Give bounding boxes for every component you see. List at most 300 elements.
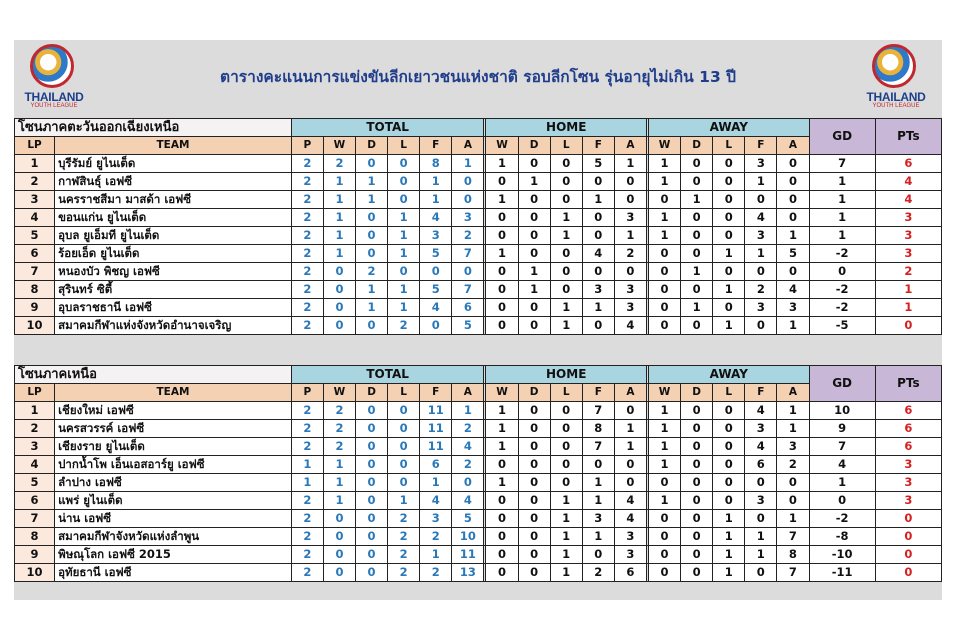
home-col-header: W [486, 137, 518, 155]
away-stat-cell: 4 [745, 438, 777, 456]
home-stat-cell: 0 [582, 227, 614, 245]
away-stat-cell: 0 [648, 564, 680, 582]
total-stat-cell: 1 [388, 209, 420, 227]
home-stat-cell: 4 [614, 510, 646, 528]
away-stat-cell: 0 [713, 209, 745, 227]
home-stat-cell: 3 [614, 528, 646, 546]
table-row [15, 263, 942, 281]
rank-cell: 2 [15, 420, 55, 438]
away-stat-cell: 3 [777, 299, 809, 317]
table-row [15, 510, 942, 528]
home-stat-cell: 1 [582, 474, 614, 492]
total-stat-cell: 1 [388, 492, 420, 510]
home-stat-cell: 2 [614, 245, 646, 263]
away-stat-cell: 3 [745, 492, 777, 510]
total-stat-cell: 0 [356, 564, 388, 582]
points-cell: 1 [875, 281, 941, 299]
away-stat-cell: 0 [681, 402, 713, 420]
away-col-header: W [648, 384, 680, 402]
away-stat-cell: 0 [777, 155, 809, 173]
total-stat-cell: 0 [388, 173, 420, 191]
total-stat-cell: 0 [356, 546, 388, 564]
total-stat-cell: 0 [388, 456, 420, 474]
total-stat-cell: 2 [291, 317, 323, 335]
home-stat-cell: 0 [486, 564, 518, 582]
away-stat-cell: 0 [648, 528, 680, 546]
away-stat-cell: 2 [745, 281, 777, 299]
away-stat-cell: 2 [777, 456, 809, 474]
away-stat-cell: 0 [681, 474, 713, 492]
home-stat-cell: 0 [518, 438, 550, 456]
home-stat-cell: 1 [486, 402, 518, 420]
goal-difference-cell: -5 [809, 317, 875, 335]
home-stat-cell: 0 [518, 402, 550, 420]
away-stat-cell: 1 [649, 227, 681, 245]
zone-table [14, 118, 942, 335]
lp-header: LP [15, 137, 55, 155]
team-name-cell: อุบล ยูเอ็มที ยูไนเต็ด [55, 227, 292, 245]
team-name-cell: สมาคมกีฬาจังหวัดแห่งลำพูน [55, 528, 292, 546]
home-col-header: L [550, 384, 582, 402]
total-stat-cell: 2 [291, 438, 323, 456]
total-stat-cell: 2 [452, 456, 484, 474]
total-stat-cell: 1 [323, 245, 355, 263]
total-stat-cell: 2 [388, 528, 420, 546]
table-row [15, 402, 942, 420]
total-stat-cell: 2 [291, 209, 323, 227]
away-stat-cell: 0 [777, 209, 809, 227]
home-stat-cell: 1 [614, 155, 646, 173]
points-cell: 6 [875, 420, 941, 438]
away-stat-cell: 0 [681, 317, 713, 335]
points-cell: 6 [875, 155, 941, 173]
total-stat-cell: 0 [356, 420, 388, 438]
goal-difference-cell: 1 [809, 474, 875, 492]
away-col-header: L [713, 384, 745, 402]
home-stat-cell: 3 [614, 299, 646, 317]
home-stat-cell: 0 [550, 173, 582, 191]
total-stat-cell: 2 [291, 191, 323, 209]
total-stat-cell: 0 [323, 299, 355, 317]
home-stat-cell: 1 [550, 299, 582, 317]
away-stat-cell: 1 [648, 438, 680, 456]
home-stat-cell: 1 [582, 299, 614, 317]
away-stat-cell: 1 [777, 420, 809, 438]
away-stat-cell: 0 [649, 281, 681, 299]
home-stat-cell: 0 [518, 245, 550, 263]
total-stat-cell: 2 [291, 564, 323, 582]
away-stat-cell: 0 [745, 474, 777, 492]
home-stat-cell: 3 [614, 546, 646, 564]
total-stat-cell: 5 [420, 281, 452, 299]
goal-difference-cell: -8 [809, 528, 875, 546]
total-stat-cell: 11 [420, 402, 452, 420]
football-logo-icon [872, 44, 916, 88]
sheet-header [14, 40, 942, 118]
home-stat-cell: 0 [614, 191, 646, 209]
away-stat-cell: 0 [681, 528, 713, 546]
goal-difference-cell: 0 [809, 492, 875, 510]
team-name-cell: เชียงใหม่ เอฟซี [55, 402, 292, 420]
total-stat-cell: 1 [323, 227, 355, 245]
points-cell: 0 [875, 510, 941, 528]
total-stat-cell: 2 [356, 263, 388, 281]
away-group-header: AWAY [649, 119, 810, 137]
rank-cell: 6 [15, 492, 55, 510]
football-logo-icon [30, 44, 74, 88]
total-stat-cell: 2 [420, 564, 452, 582]
logo-wordmark: THAILAND [866, 90, 926, 104]
home-stat-cell: 0 [518, 564, 550, 582]
away-stat-cell: 1 [777, 317, 809, 335]
away-stat-cell: 0 [681, 281, 713, 299]
column-header-row [15, 384, 942, 402]
goal-difference-cell: 1 [809, 227, 875, 245]
away-stat-cell: 0 [681, 510, 713, 528]
total-stat-cell: 0 [420, 317, 452, 335]
total-stat-cell: 1 [356, 173, 388, 191]
total-stat-cell: 2 [291, 227, 323, 245]
away-stat-cell: 0 [648, 474, 680, 492]
away-col-header: F [745, 137, 777, 155]
home-stat-cell: 4 [614, 492, 646, 510]
home-stat-cell: 0 [486, 546, 518, 564]
total-stat-cell: 2 [388, 546, 420, 564]
home-stat-cell: 0 [582, 456, 614, 474]
total-stat-cell: 0 [388, 438, 420, 456]
table-row [15, 281, 942, 299]
total-stat-cell: 0 [356, 227, 388, 245]
total-stat-cell: 0 [323, 510, 355, 528]
home-stat-cell: 1 [486, 245, 518, 263]
total-stat-cell: 4 [452, 438, 484, 456]
total-stat-cell: 4 [420, 299, 452, 317]
total-stat-cell: 1 [388, 227, 420, 245]
goal-difference-cell: 10 [809, 402, 875, 420]
team-name-cell: สุรินทร์ ซิตี้ [55, 281, 292, 299]
points-cell: 3 [875, 227, 941, 245]
total-stat-cell: 0 [388, 420, 420, 438]
table-row [15, 173, 942, 191]
away-stat-cell: 1 [745, 245, 777, 263]
away-stat-cell: 1 [648, 492, 680, 510]
team-name-cell: ปากน้ำโพ เอ็นเอสอาร์ยู เอฟซี [55, 456, 292, 474]
team-name-cell: อุทัยธานี เอฟซี [55, 564, 292, 582]
away-stat-cell: 0 [777, 492, 809, 510]
team-name-cell: อุบลราชธานี เอฟซี [55, 299, 292, 317]
home-stat-cell: 1 [550, 546, 582, 564]
total-stat-cell: 0 [388, 155, 420, 173]
total-stat-cell: 2 [291, 402, 323, 420]
home-stat-cell: 0 [518, 191, 550, 209]
total-stat-cell: 1 [323, 209, 355, 227]
away-stat-cell: 0 [713, 474, 745, 492]
total-stat-cell: 0 [356, 317, 388, 335]
away-stat-cell: 3 [745, 299, 777, 317]
points-cell: 3 [875, 245, 941, 263]
home-stat-cell: 0 [486, 317, 518, 335]
home-col-header: D [518, 137, 550, 155]
total-stat-cell: 1 [452, 155, 484, 173]
total-stat-cell: 8 [420, 155, 452, 173]
total-stat-cell: 1 [388, 281, 420, 299]
away-stat-cell: 3 [745, 420, 777, 438]
home-stat-cell: 1 [550, 510, 582, 528]
total-stat-cell: 0 [420, 263, 452, 281]
away-stat-cell: 0 [745, 510, 777, 528]
home-stat-cell: 1 [486, 155, 518, 173]
column-header-row [15, 137, 942, 155]
home-stat-cell: 0 [614, 263, 646, 281]
away-stat-cell: 0 [745, 564, 777, 582]
away-stat-cell: 0 [713, 438, 745, 456]
away-stat-cell: 0 [649, 191, 681, 209]
goal-difference-cell: -10 [809, 546, 875, 564]
total-stat-cell: 1 [420, 191, 452, 209]
total-col-header: L [388, 384, 420, 402]
home-stat-cell: 1 [486, 438, 518, 456]
total-stat-cell: 4 [420, 492, 452, 510]
home-stat-cell: 1 [614, 227, 646, 245]
goal-difference-cell: 7 [809, 438, 875, 456]
home-stat-cell: 0 [550, 438, 582, 456]
goal-difference-cell: 9 [809, 420, 875, 438]
home-stat-cell: 4 [582, 245, 614, 263]
total-col-header: W [323, 384, 355, 402]
zone-name: โซนภาคตะวันออกเฉียงเหนือ [15, 119, 292, 137]
total-stat-cell: 10 [452, 528, 484, 546]
away-stat-cell: 0 [649, 299, 681, 317]
rank-cell: 5 [15, 227, 55, 245]
total-stat-cell: 0 [323, 528, 355, 546]
away-stat-cell: 4 [745, 402, 777, 420]
away-stat-cell: 0 [681, 420, 713, 438]
total-stat-cell: 1 [356, 191, 388, 209]
total-col-header: F [420, 137, 452, 155]
total-stat-cell: 3 [420, 227, 452, 245]
away-col-header: A [777, 137, 809, 155]
home-stat-cell: 0 [614, 456, 646, 474]
home-stat-cell: 0 [582, 173, 614, 191]
total-stat-cell: 1 [420, 474, 452, 492]
home-stat-cell: 5 [582, 155, 614, 173]
away-stat-cell: 1 [713, 564, 745, 582]
total-col-header: P [291, 384, 323, 402]
total-stat-cell: 0 [356, 510, 388, 528]
total-stat-cell: 2 [420, 528, 452, 546]
home-stat-cell: 0 [550, 281, 582, 299]
away-stat-cell: 6 [745, 456, 777, 474]
rank-cell: 1 [15, 155, 55, 173]
total-stat-cell: 1 [323, 173, 355, 191]
away-stat-cell: 8 [777, 546, 809, 564]
away-stat-cell: 3 [745, 155, 777, 173]
pts-header: PTs [875, 119, 941, 155]
away-stat-cell: 1 [649, 209, 681, 227]
total-stat-cell: 2 [388, 317, 420, 335]
total-stat-cell: 2 [291, 281, 323, 299]
total-stat-cell: 2 [291, 492, 323, 510]
rank-cell: 10 [15, 317, 55, 335]
home-col-header: A [614, 384, 646, 402]
goal-difference-cell: 7 [809, 155, 875, 173]
pts-header: PTs [875, 366, 941, 402]
away-stat-cell: 0 [777, 474, 809, 492]
thailand-youth-league-logo-left [18, 44, 90, 110]
away-stat-cell: 0 [713, 492, 745, 510]
total-stat-cell: 1 [323, 492, 355, 510]
away-stat-cell: 0 [713, 155, 745, 173]
rank-cell: 9 [15, 546, 55, 564]
goal-difference-cell: 1 [809, 173, 875, 191]
total-stat-cell: 0 [356, 155, 388, 173]
away-stat-cell: 1 [681, 299, 713, 317]
total-stat-cell: 0 [356, 492, 388, 510]
home-stat-cell: 0 [486, 281, 518, 299]
home-stat-cell: 1 [550, 209, 582, 227]
rank-cell: 7 [15, 510, 55, 528]
home-stat-cell: 0 [486, 173, 518, 191]
points-cell: 0 [875, 564, 941, 582]
rank-cell: 7 [15, 263, 55, 281]
points-cell: 6 [875, 402, 941, 420]
gd-header: GD [809, 119, 875, 155]
away-col-header: L [713, 137, 745, 155]
total-stat-cell: 2 [291, 155, 323, 173]
rank-cell: 3 [15, 191, 55, 209]
team-header: TEAM [55, 384, 292, 402]
team-name-cell: แพร่ ยูไนเต็ด [55, 492, 292, 510]
points-cell: 2 [875, 263, 941, 281]
total-stat-cell: 0 [356, 438, 388, 456]
total-stat-cell: 5 [452, 510, 484, 528]
total-col-header: A [452, 384, 484, 402]
team-name-cell: สมาคมกีฬาแห่งจังหวัดอำนาจเจริญ [55, 317, 292, 335]
total-stat-cell: 0 [356, 456, 388, 474]
total-stat-cell: 13 [452, 564, 484, 582]
home-stat-cell: 0 [486, 456, 518, 474]
total-stat-cell: 2 [291, 263, 323, 281]
home-stat-cell: 0 [518, 317, 550, 335]
away-stat-cell: 1 [648, 402, 680, 420]
rank-cell: 8 [15, 528, 55, 546]
points-cell: 0 [875, 528, 941, 546]
away-stat-cell: 1 [777, 510, 809, 528]
home-stat-cell: 0 [582, 263, 614, 281]
points-cell: 3 [875, 456, 941, 474]
away-stat-cell: 0 [649, 317, 681, 335]
away-stat-cell: 0 [649, 245, 681, 263]
total-stat-cell: 1 [356, 281, 388, 299]
total-stat-cell: 2 [323, 438, 355, 456]
away-stat-cell: 0 [681, 438, 713, 456]
away-col-header: D [681, 137, 713, 155]
home-stat-cell: 1 [518, 173, 550, 191]
home-stat-cell: 0 [518, 227, 550, 245]
goal-difference-cell: -2 [809, 281, 875, 299]
standings-sheet [14, 40, 942, 600]
total-stat-cell: 0 [452, 173, 484, 191]
home-stat-cell: 1 [518, 263, 550, 281]
total-stat-cell: 7 [452, 281, 484, 299]
away-stat-cell: 0 [713, 173, 745, 191]
home-stat-cell: 0 [486, 263, 518, 281]
away-stat-cell: 1 [681, 263, 713, 281]
total-stat-cell: 0 [388, 474, 420, 492]
rank-cell: 4 [15, 456, 55, 474]
home-stat-cell: 3 [582, 281, 614, 299]
points-cell: 4 [875, 191, 941, 209]
table-row [15, 492, 942, 510]
table-row [15, 191, 942, 209]
home-stat-cell: 4 [614, 317, 646, 335]
home-stat-cell: 1 [614, 420, 646, 438]
home-stat-cell: 0 [614, 173, 646, 191]
total-stat-cell: 1 [388, 245, 420, 263]
away-stat-cell: 0 [681, 227, 713, 245]
rank-cell: 6 [15, 245, 55, 263]
total-col-header: W [323, 137, 355, 155]
total-col-header: D [356, 384, 388, 402]
home-stat-cell: 1 [550, 564, 582, 582]
home-stat-cell: 0 [582, 546, 614, 564]
home-stat-cell: 0 [518, 474, 550, 492]
total-stat-cell: 7 [452, 245, 484, 263]
home-stat-cell: 0 [518, 155, 550, 173]
rank-cell: 10 [15, 564, 55, 582]
away-stat-cell: 0 [681, 492, 713, 510]
away-stat-cell: 1 [745, 546, 777, 564]
away-stat-cell: 0 [713, 402, 745, 420]
home-stat-cell: 1 [582, 191, 614, 209]
team-name-cell: นครสวรรค์ เอฟซี [55, 420, 292, 438]
total-stat-cell: 0 [356, 528, 388, 546]
table-row [15, 564, 942, 582]
home-stat-cell: 8 [582, 420, 614, 438]
home-stat-cell: 1 [486, 420, 518, 438]
rank-cell: 4 [15, 209, 55, 227]
home-stat-cell: 1 [486, 191, 518, 209]
group-header-row [15, 366, 942, 384]
total-stat-cell: 0 [388, 402, 420, 420]
logo-subtitle: YOUTH LEAGUE [872, 103, 920, 109]
total-col-header: F [420, 384, 452, 402]
home-stat-cell: 3 [582, 510, 614, 528]
away-stat-cell: 1 [648, 420, 680, 438]
home-stat-cell: 0 [550, 155, 582, 173]
away-col-header: F [745, 384, 777, 402]
home-stat-cell: 0 [486, 510, 518, 528]
home-stat-cell: 0 [550, 474, 582, 492]
points-cell: 1 [875, 299, 941, 317]
goal-difference-cell: 1 [809, 209, 875, 227]
goal-difference-cell: 4 [809, 456, 875, 474]
total-stat-cell: 5 [452, 317, 484, 335]
total-stat-cell: 11 [420, 438, 452, 456]
total-col-header: A [452, 137, 484, 155]
away-stat-cell: 0 [681, 456, 713, 474]
total-stat-cell: 1 [420, 546, 452, 564]
home-stat-cell: 0 [518, 209, 550, 227]
away-stat-cell: 0 [681, 564, 713, 582]
total-stat-cell: 3 [420, 510, 452, 528]
home-stat-cell: 0 [486, 492, 518, 510]
away-stat-cell: 4 [745, 209, 777, 227]
home-stat-cell: 0 [550, 456, 582, 474]
away-stat-cell: 1 [649, 173, 681, 191]
home-stat-cell: 1 [550, 492, 582, 510]
total-group-header: TOTAL [291, 119, 484, 137]
